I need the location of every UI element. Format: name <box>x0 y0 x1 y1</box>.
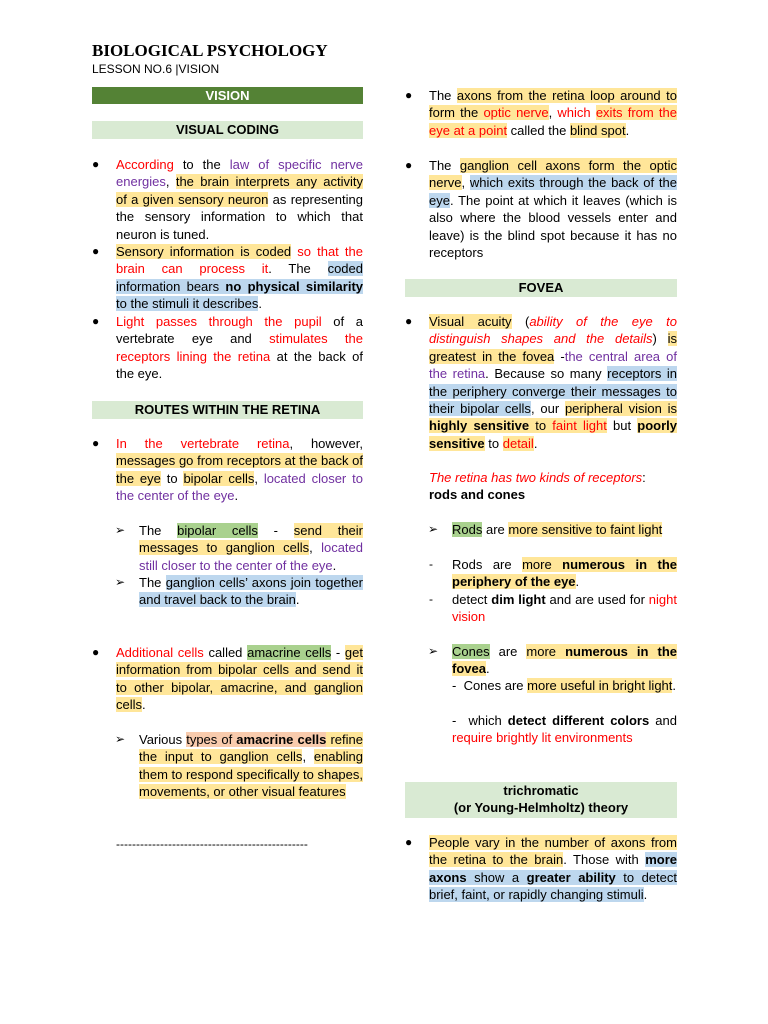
list-item: - which detect different colors and require brightly lit environments <box>452 713 677 746</box>
lesson-subtitle: LESSON NO.6 |VISION <box>92 62 220 76</box>
list-item: - Rods are more numerous in the periphery of the eye. <box>429 557 677 590</box>
bullet-icon: ● <box>405 88 413 102</box>
arrow-bullet-icon: ➢ <box>115 575 126 589</box>
list-item: ● The ganglion cell axons form the optic nerve, which exits through the back of the eye. The point at which it leaves (which is also where the blood vessels enter and leave) is the blind spot because it has no receptors <box>405 158 677 261</box>
list-item: ● Visual acuity (ability of the eye to distinguish shapes and the details) is greatest in the fovea -the central area of the retina. Because so many receptors in the periphery converge their messages to their bipolar cells, our peripheral vision is highly sensitive to faint light but poorly sensitive to detail. <box>405 314 678 451</box>
list-item: ➢ Cones are more numerous in the fovea. <box>428 644 677 677</box>
dash-bullet-icon: - <box>429 557 433 571</box>
list-item: ● Sensory information is coded so that the brain can process it. The coded information bears no physical similarity to the stimuli it describes. <box>92 244 363 312</box>
bullet-icon: ● <box>405 158 413 172</box>
list-item: ● Light passes through the pupil of a vertebrate eye and stimulates the receptors lining the retina at the back of the eye. <box>92 314 363 382</box>
list-item: ➢ The bipolar cells - send their messages to ganglion cells, located still closer to the center of the eye. <box>115 523 363 573</box>
list-item: ● According to the law of specific nerve energies, the brain interprets any activity of a given sensory neuron as representing the sensory information to which that neuron is tuned. <box>92 157 363 242</box>
dash-bullet-icon: - <box>429 592 433 606</box>
section-banner-vision: VISION <box>92 87 363 104</box>
heading-line-1: trichromatic <box>503 783 579 798</box>
list-item: ➢ Rods are more sensitive to faint light <box>428 522 663 537</box>
arrow-bullet-icon: ➢ <box>115 523 126 537</box>
arrow-bullet-icon: ➢ <box>115 732 126 746</box>
section-heading-trichromatic <box>405 782 677 818</box>
bullet-icon: ● <box>405 314 413 328</box>
divider: ------------------------------------------------ <box>116 837 308 851</box>
list-item: ● People vary in the number of axons from the retina to the brain. Those with more axons show a greater ability to detect brief, faint, or rapidly changing stimuli. <box>405 835 677 903</box>
list-item: ● In the vertebrate retina, however, messages go from receptors at the back of the eye to bipolar cells, located closer to the center of the eye. <box>92 436 363 504</box>
receptors-intro: The retina has two kinds of receptors: rods and cones <box>429 470 646 503</box>
section-heading-fovea: FOVEA <box>405 279 677 297</box>
bullet-icon: ● <box>92 314 100 328</box>
list-item: ● The axons from the retina loop around to form the optic nerve, which exits from the eye at a point called the blind spot. <box>405 88 677 138</box>
arrow-bullet-icon: ➢ <box>428 522 439 536</box>
list-item: - Cones are more useful in bright light. <box>452 678 677 693</box>
bullet-icon: ● <box>92 645 100 659</box>
bullet-icon: ● <box>92 436 100 450</box>
list-item: ➢ The ganglion cells’ axons join together and travel back to the brain. <box>115 575 363 608</box>
section-heading-visual-coding: VISUAL CODING <box>92 121 363 139</box>
list-item: ● Additional cells called amacrine cells - get information from bipolar cells and send it to other bipolar, amacrine, and ganglion cells. <box>92 645 363 713</box>
list-item: - detect dim light and are used for night vision <box>429 592 677 625</box>
bullet-icon: ● <box>92 244 100 258</box>
arrow-bullet-icon: ➢ <box>428 644 439 658</box>
section-heading-routes: ROUTES WITHIN THE RETINA <box>92 401 363 419</box>
bullet-icon: ● <box>92 157 100 171</box>
list-item: ➢ Various types of amacrine cells refine the input to ganglion cells, enabling them to respond specifically to shapes, movements, or other visual features <box>115 732 364 800</box>
heading-line-2: (or Young-Helmholtz) theory <box>453 800 629 815</box>
bullet-icon: ● <box>405 835 413 849</box>
page-title: BIOLOGICAL PSYCHOLOGY <box>92 41 328 60</box>
